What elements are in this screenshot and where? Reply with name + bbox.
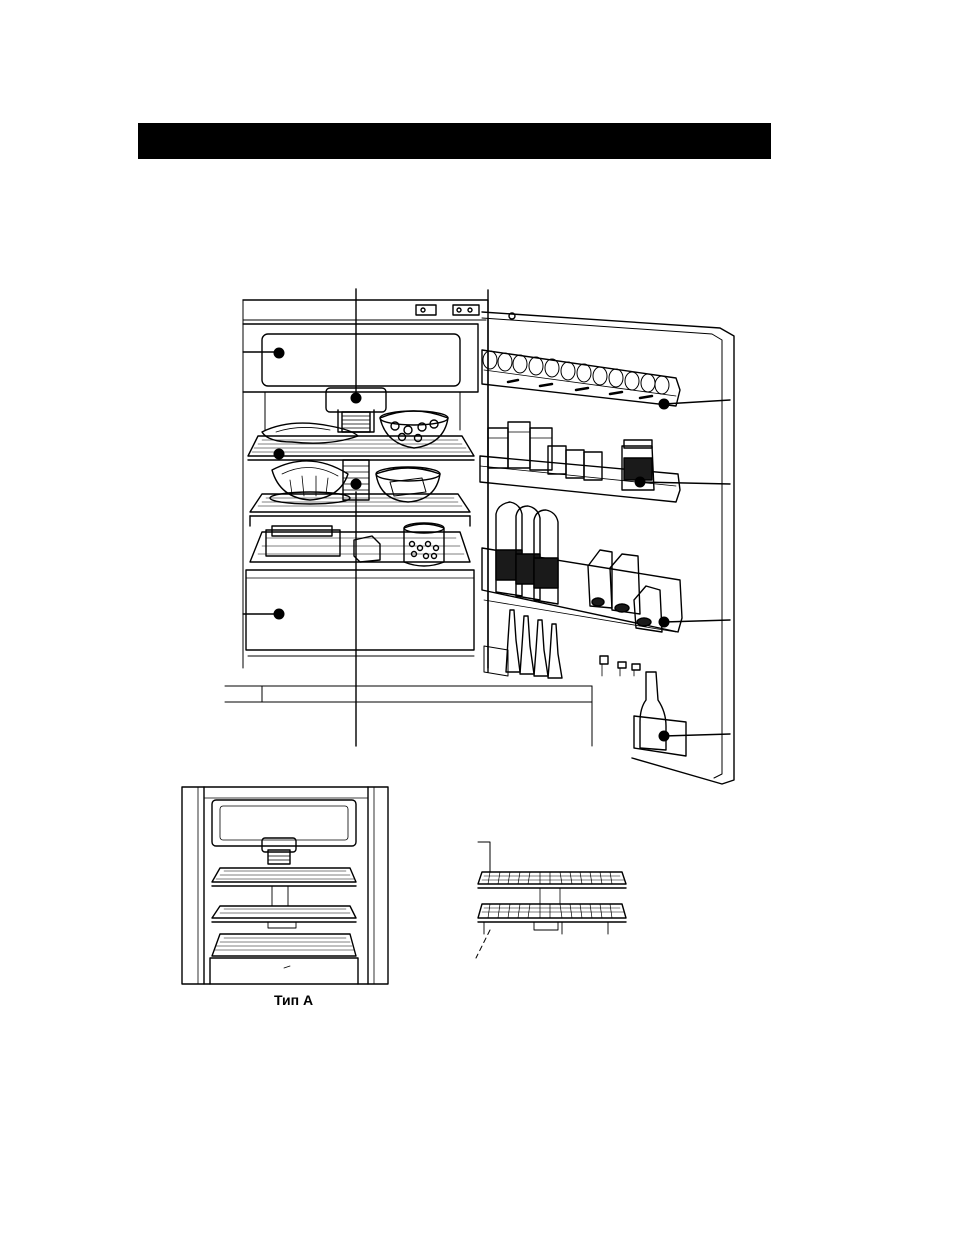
callout-markers — [274, 348, 670, 742]
inset-type-a — [182, 787, 388, 984]
door-small-bottles — [484, 610, 640, 678]
callout-marker-jar-shelf — [635, 477, 646, 488]
middle-shelf — [250, 461, 470, 526]
callout-marker-egg-tray — [659, 399, 670, 410]
annotation-bracket — [225, 686, 592, 746]
callout-marker-column — [351, 479, 362, 490]
door-egg-tray — [482, 350, 680, 406]
inset-caption: Тип A — [274, 992, 314, 1008]
door-shelf-jars — [480, 422, 680, 502]
callout-marker-bottom-bin — [659, 731, 670, 742]
callout-line-bottom-bin — [664, 734, 730, 736]
inset-shelves-detail — [476, 842, 626, 958]
door-bottom-bin — [634, 672, 686, 756]
callout-marker-bottle-shelf — [659, 617, 670, 628]
callout-line-bottle-shelf — [664, 620, 730, 622]
crisper-drawer — [246, 523, 474, 656]
callout-line-egg-tray — [664, 400, 730, 404]
callout-marker-drawer — [274, 609, 285, 620]
door-shelf-bottles — [482, 502, 682, 632]
fridge-door — [482, 290, 734, 784]
callout-marker-upper-shelf — [274, 449, 285, 460]
callout-marker-control — [351, 393, 362, 404]
callout-marker-freezer — [274, 348, 285, 359]
